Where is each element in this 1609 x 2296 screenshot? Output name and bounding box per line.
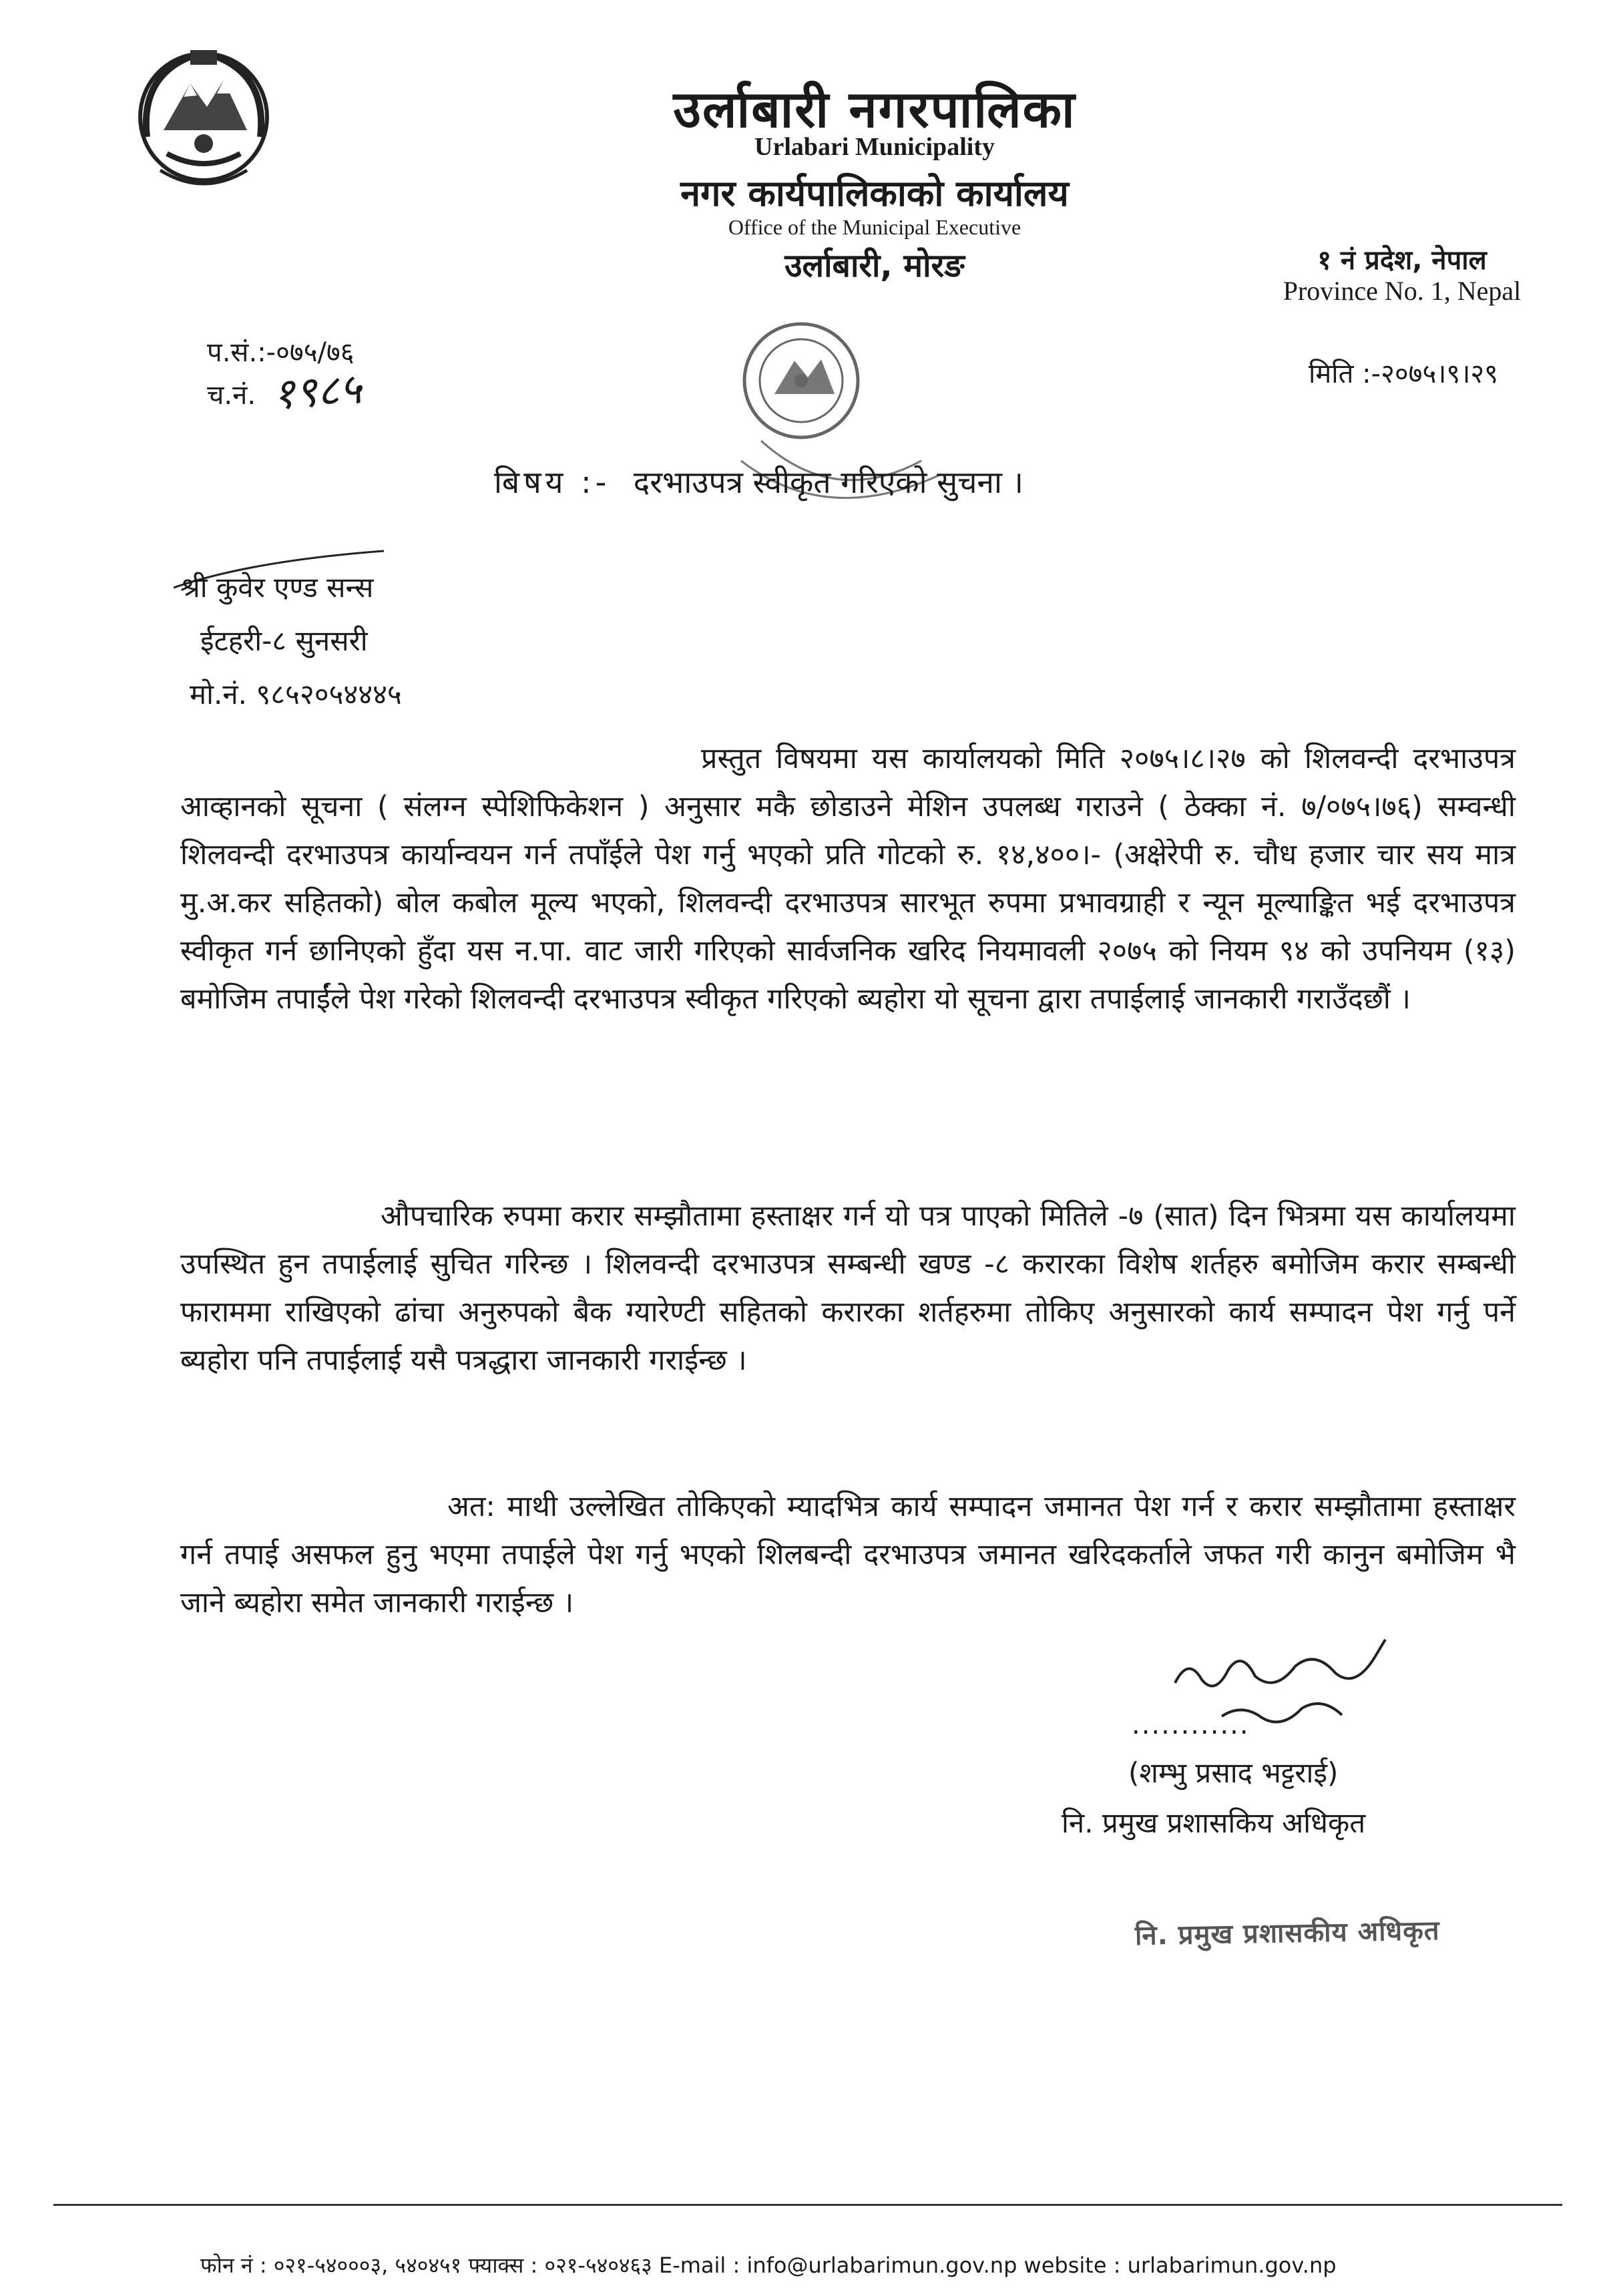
footer-contact: फोन नं : ०२१-५४०००३, ५४०४५१ फ्याक्स : ०२१-५४०४६३ E-mail : info@urlabarimun.gov.np website : urlabarimun.gov.np	[200, 2253, 1337, 2278]
province-nepali: १ नं प्रदेश, नेपाल	[1317, 245, 1487, 276]
signatory-title: नि. प्रमुख प्रशासकिय अधिकृत	[1062, 1806, 1366, 1839]
subject-line	[494, 461, 1023, 502]
province-english: Province No. 1, Nepal	[1283, 276, 1522, 306]
dispatch-number-handwritten: १९८५	[270, 364, 363, 420]
office-location: उर्लाबारी, मोरङ	[784, 247, 965, 284]
subject-label: बिषय :-	[494, 464, 611, 500]
nepal-emblem-logo	[127, 37, 280, 204]
reference-number: प.सं.:-०७५/७६	[207, 337, 355, 368]
footer-divider	[53, 2204, 1562, 2206]
addressee-mobile: मो.नं. ९८५२०५४४४५	[190, 678, 402, 711]
letter-date: मिति :-२०७५।९।२९	[1309, 359, 1498, 389]
body-paragraph-1: प्रस्तुत विषयमा यस कार्यालयको मिति २०७५।८।२७ को शिलवन्दी दरभाउपत्र आव्हानको सूचना ( संलग्न स्पेशिफिकेशन ) अनुसार मकै छोडाउने मेशिन उपलब्ध गराउने ( ठेक्का नं. ७/०७५।७६) सम्वन्धी शिलवन्दी दरभाउपत्र कार्यान्वयन गर्न तपाँईले पेश गर्नु भएको प्रति गोटको रु. १४,४००।- (अक्षेरेपी रु. चौध हजार चार सय मात्र मु.अ.कर सहितको) बोल कबोल मूल्य भएको, शिलवन्दी दरभाउपत्र सारभूत रुपमा प्रभावग्राही र न्यून मूल्याङ्कित भई दरभाउपत्र स्वीकृत गर्न छानिएको हुँदा यस न.पा. वाट जारी गरिएको सार्वजनिक खरिद नियमावली २०७५ को नियम ९४ को उपनियम (१३) बमोजिम तपाईंले पेश गरेको शिलवन्दी दरभाउपत्र स्वीकृत गरिएको ब्यहोरा यो सूचना द्वारा तपाईलाई जानकारी गराउँदछौं ।	[180, 742, 1516, 1016]
municipality-title-nepali: उर्लाबारी नगरपालिका	[673, 79, 1076, 139]
signatory-name: (शम्भु प्रसाद भट्टराई)	[1128, 1756, 1339, 1789]
body-paragraph-2: औपचारिक रुपमा करार सम्झौतामा हस्ताक्षर गर्न यो पत्र पाएको मितिले -७ (सात) दिन भित्रमा यस कार्यालयमा उपस्थित हुन तपाईलाई सुचित गरिन्छ । शिलवन्दी दरभाउपत्र सम्बन्धी खण्ड -८ करारका विशेष शर्तहरु बमोजिम करार सम्बन्धी फाराममा राखिएको ढांचा अनुरुपको बैक ग्यारेण्टी सहितको करारका शर्तहरुमा तोकिए अनुसारको कार्य सम्पादन पेश गर्नु पर्ने ब्यहोरा पनि तपाईलाई यसै पत्रद्धारा जानकारी गराईन्छ ।	[180, 1199, 1516, 1377]
dispatch-number-label: च.नं.	[207, 380, 256, 411]
signature-dotted-line: ............	[1132, 1710, 1250, 1740]
municipality-title-english: Urlabari Municipality	[754, 133, 995, 161]
office-title-nepali: नगर कार्यपालिकाको कार्यालय	[680, 172, 1069, 214]
addressee-name: श्री कुवेर एण्ड सन्स	[180, 571, 374, 604]
body-paragraph-3: अत: माथी उल्लेखित तोकिएको म्यादभित्र कार्य सम्पादन जमानत पेश गर्न र करार सम्झौतामा हस्ताक्षर गर्न तपाई असफल हुनु भएमा तपाईले पेश गर्नु भएको शिलबन्दी दरभाउपत्र जमानत खरिदकर्ताले जफत गरी कानुन बमोजिम भै जाने ब्यहोरा समेत जानकारी गराईन्छ ।	[180, 1490, 1516, 1619]
subject-text: दरभाउपत्र स्वीकृत गरिएको सुचना ।	[633, 464, 1023, 500]
designation-stamp: नि. प्रमुख प्रशासकीय अधिकृत	[1134, 1915, 1441, 1951]
addressee-address: ईटहरी-८ सुनसरी	[200, 624, 368, 657]
office-title-english: Office of the Municipal Executive	[728, 215, 1021, 239]
